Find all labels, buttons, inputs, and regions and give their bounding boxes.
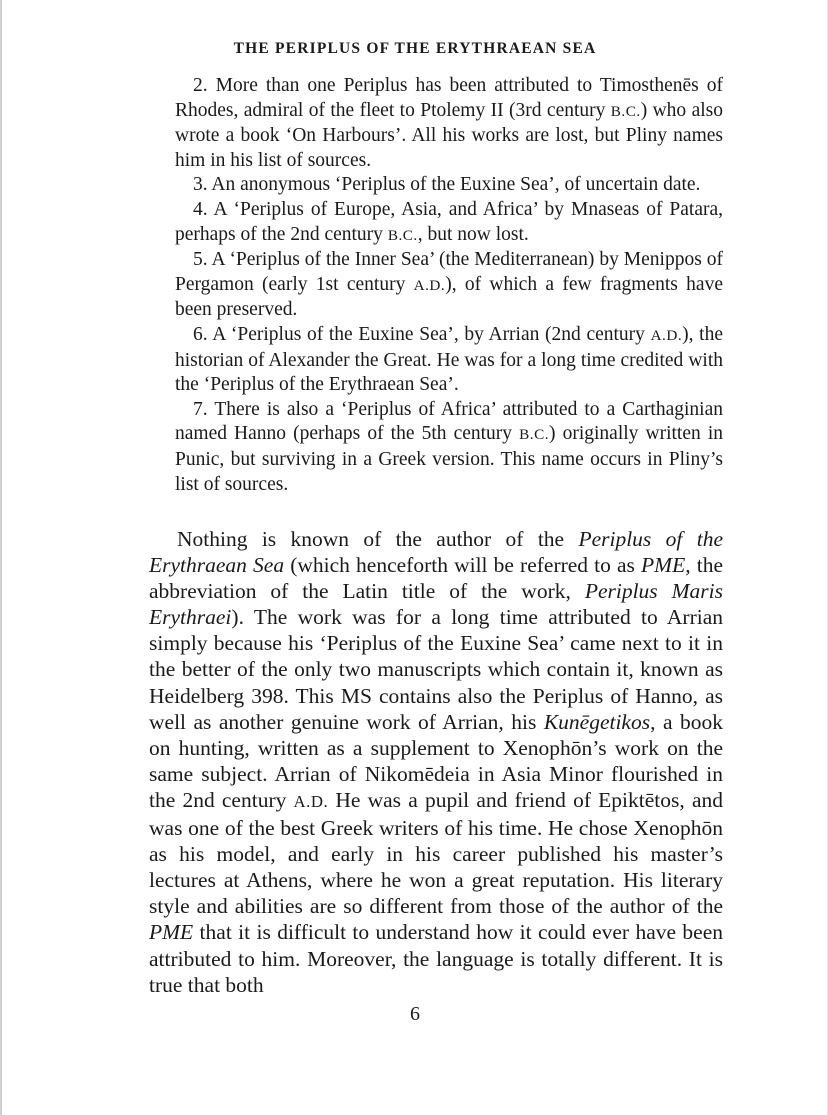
italic-run: Kunēgetikos [543,709,651,734]
small-caps-run: B.C. [610,102,641,120]
note-item: 7. There is also a ‘Periplus of Africa’ attributed to a Carthaginian named Hanno (perhaps of the 5th century B.C.) originally written in Punic, but surviving in a Greek version. This name occurs in Pliny’s list of sources. [175,398,723,495]
note-item: 4. A ‘Periplus of Europe, Asia, and Africa’ by Mnaseas of Patara, perhaps of the 2nd century B.C., but now lost. [175,198,723,245]
italic-run: Periplus Maris Erythraei [149,579,723,630]
note-item: 5. A ‘Periplus of the Inner Sea’ (the Mediterranean) by Menippos of Pergamon (early 1st century A.D.), of which a few fragments have been preserved. [175,249,723,321]
page-number: 6 [410,1003,420,1025]
small-caps-run: A.D. [650,326,683,344]
italic-run: PME [641,553,686,578]
small-caps-run: B.C. [519,426,550,444]
note-item: 2. More than one Periplus has been attributed to Timosthenēs of Rhodes, admiral of the fleet to Ptolemy II (3rd century B.C.) who also wrote a book ‘On Harbours’. All his works are lost, but Pliny names him in his list of sources. [175,75,723,171]
italic-run: PME [149,920,194,945]
body-text [149,526,723,998]
small-caps-run: A.D. [293,791,329,811]
small-caps-run: B.C. [387,226,418,244]
note-item: 6. A ‘Periplus of the Euxine Sea’, by Arrian (2nd century A.D.), the historian of Alexander the Great. He was for a long time credited with the ‘Periplus of the Erythraean Sea’. [175,323,723,396]
body-paragraph: Nothing is known of the author of the Periplus of the Erythraean Sea (which henceforth will be referred to as PME, the abbreviation of the Latin title of the work, Periplus Maris Erythraei). The work was for a long time attributed to Arrian simply because his ‘Periplus of the Euxine Sea’ came next to it in the better of the only two manuscripts which contain it, known as Heidelberg 398. This MS contains also the Periplus of Hanno, as well as another genuine work of Arrian, his Kunēgetikos, a book on hunting, written as a supplement to Xenophōn’s work on the same subject. Arrian of Nikomēdeia in Asia Minor flourished in the 2nd century A.D. He was a pupil and friend of Epiktētos, and was one of the best Greek writers of his time. He chose Xenophōn as his model, and early in his career published his master’s lectures at Athens, where he won a great reputation. His literary style and abilities are so different from those of the author of the PME that it is difficult to understand how it could ever have been attributed to him. Moreover, the language is totally different. It is true that both [149,527,723,997]
notes-list [175,74,723,497]
small-caps-run: A.D. [413,276,446,294]
note-item: 3. An anonymous ‘Periplus of the Euxine Sea’, of uncertain date. [193,174,701,196]
running-head: THE PERIPLUS OF THE ERYTHRAEAN SEA [233,40,597,57]
italic-run: Periplus of the Erythraean Sea [149,527,723,578]
